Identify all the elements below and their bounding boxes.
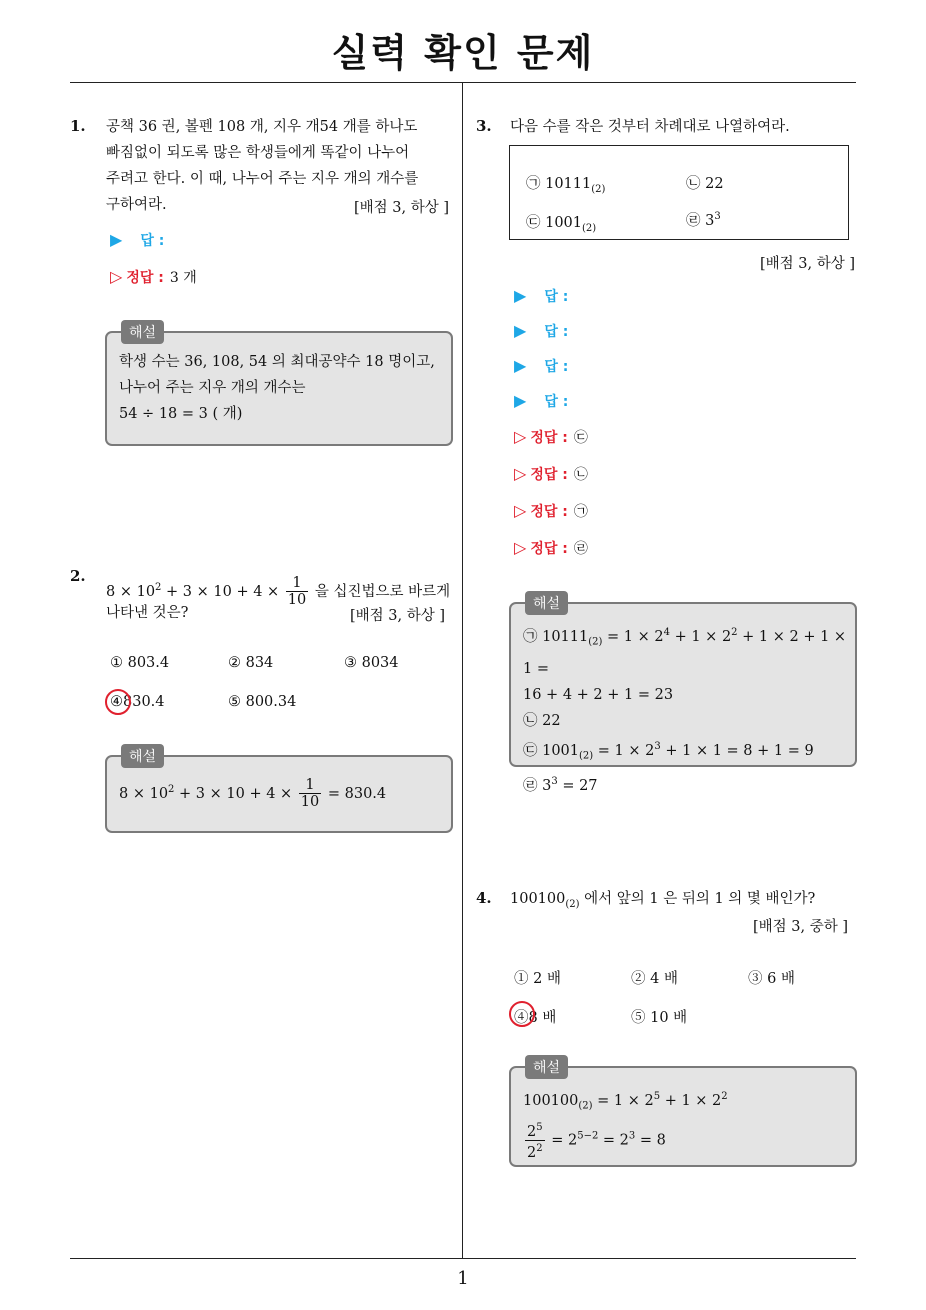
- q2-line2: 나타낸 것은?: [106, 605, 189, 621]
- q2-explanation-body: $8 \times 10^2 + 3 \times 10 + 4$ × $\frac{1}{10}$ = 830.4: [119, 777, 387, 811]
- q3-number: 3.: [476, 117, 492, 135]
- q1-number: 1.: [70, 117, 86, 135]
- q3-correct-value: ㉠: [573, 504, 588, 520]
- q4-text-number: 100100: [510, 891, 566, 907]
- item-mark: ㉣: [686, 213, 701, 229]
- q4-text: $100100_{(2)}$ 에서 앞의 1 은 뒤의 1 의 몇 배인가?: [510, 891, 816, 910]
- q4-option-1[interactable]: [514, 967, 561, 988]
- option-text: 830.4: [123, 694, 165, 710]
- correct-label: 정답 :: [530, 541, 568, 557]
- expl-part: = 8: [635, 1132, 666, 1149]
- page-title: 실력 확인 문제: [331, 31, 595, 75]
- q2-text: $8 \times 10^2 + 3 \times 10 + 4$ × $\frac{1}{10}$ 을 십진법으로 바르게: [106, 575, 451, 609]
- triangle-outline-icon: ▷: [514, 427, 527, 446]
- q3-correct-row: [514, 501, 588, 521]
- q3-item-4: [686, 209, 721, 230]
- option-mark: ②: [631, 971, 646, 987]
- correct-label: 정답 :: [530, 430, 568, 446]
- q4-score: [배점 3, 중하 ]: [753, 919, 849, 935]
- expl-line: 16 + 4 + 2 + 1 = 23: [523, 686, 674, 703]
- explanation-tag: 해설: [121, 744, 164, 768]
- q1-correct-row: [110, 267, 197, 287]
- q2-option-2[interactable]: [228, 655, 273, 671]
- q4-option-2[interactable]: [631, 967, 678, 988]
- expl-line: ㉡ 22: [523, 712, 561, 729]
- q1-line: 구하여라.: [106, 197, 167, 213]
- q1-explanation-body: [119, 349, 435, 427]
- q4-text-rest: 에서 앞의 1 은 뒤의 1 의 몇 배인가?: [579, 891, 816, 907]
- answer-label: 답 :: [140, 233, 165, 249]
- option-text: 10 배: [650, 1010, 688, 1026]
- frac-numerator: 1: [299, 777, 321, 794]
- item-mark: ㉠: [526, 176, 541, 192]
- q3-answer-row: [514, 391, 568, 411]
- option-mark: ①: [110, 655, 123, 671]
- selected-answer-circle-icon: [105, 689, 131, 715]
- q2-fraction: [286, 575, 308, 608]
- explanation-tag: 해설: [525, 1055, 568, 1079]
- q3-correct-row: [514, 538, 588, 558]
- option-text: 800.34: [245, 694, 297, 710]
- expl-part: ㉣ 3: [523, 778, 552, 795]
- q3-item-1: [526, 172, 605, 195]
- q3-correct-value: ㉣: [573, 541, 588, 557]
- item-text: 10111: [545, 176, 592, 192]
- q2-score: [배점 3, 하상 ]: [350, 608, 446, 624]
- expl-line: ㉠ $10111_{(2)} = 1 \times 2^4 + 1 \times 2^2 + 1 \times 2 + 1 \times 1$ =: [523, 627, 847, 677]
- answer-label: 답 :: [544, 289, 569, 305]
- expl-part: ㉠ 10111: [523, 628, 589, 645]
- option-text: 6 배: [767, 971, 795, 987]
- q2-expr-mid: + 3 × 10 + 4 ×: [161, 583, 280, 600]
- q1-line: 빠짐없이 되도록 많은 학생들에게 똑같이 나누어: [106, 145, 410, 161]
- correct-label: 정답 :: [126, 270, 164, 286]
- option-mark: ①: [514, 971, 529, 987]
- q3-correct-row: [514, 427, 588, 447]
- frac-numerator: 1: [286, 575, 308, 592]
- answer-label: 답 :: [544, 394, 569, 410]
- q1-explanation: [105, 325, 453, 446]
- q3-explanation: [509, 596, 857, 795]
- q3-correct-row: [514, 464, 588, 484]
- q3-answer-row: [514, 321, 568, 341]
- expl-line: 나누어 주는 지우 개의 개수는: [119, 380, 306, 396]
- option-text: 8 배: [528, 1010, 557, 1026]
- option-text: 8034: [361, 655, 399, 671]
- q1-line: 공책 36 권, 볼펜 108 개, 지우 개54 개를 하나도: [106, 119, 418, 135]
- option-text: 4 배: [650, 971, 678, 987]
- item-sub: (2): [591, 183, 606, 195]
- option-text: 2 배: [533, 971, 561, 987]
- q3-answer-row: [514, 356, 568, 376]
- q4-explanation: [509, 1060, 857, 1167]
- column-divider: [462, 83, 463, 1259]
- triangle-icon: ▶: [514, 286, 527, 305]
- option-mark: ④: [110, 694, 123, 710]
- item-text: 3: [705, 213, 715, 229]
- triangle-icon: ▶: [514, 321, 527, 340]
- expl-fraction: [299, 777, 321, 810]
- q4-explanation-body: [523, 1084, 728, 1160]
- option-mark: ③: [748, 971, 763, 987]
- expl-part: + 1 × 1 = 8 + 1 = 9: [660, 742, 814, 759]
- selected-answer-circle-icon: [509, 1001, 535, 1027]
- q3-text: 다음 수를 작은 것부터 차례대로 나열하여라.: [510, 119, 790, 135]
- q3-correct-value: ㉡: [573, 467, 588, 483]
- expl-line: ㉢ $1001_{(2)} = 1 \times 2^3 + 1 \times 1 = 8 + 1 = 9$: [523, 740, 814, 762]
- option-mark: ⑤: [631, 1010, 646, 1026]
- frac-numerator: $2^5$: [527, 1121, 543, 1140]
- top-rule: [70, 82, 856, 83]
- explanation-tag: 해설: [525, 591, 568, 615]
- option-mark: ④: [514, 1010, 529, 1026]
- q2-explanation: [105, 749, 453, 833]
- q2-option-1[interactable]: [110, 655, 169, 671]
- expl-part: = 27: [557, 778, 598, 795]
- q1-line: 주려고 한다. 이 때, 나누어 주는 지우 개의 개수를: [106, 171, 419, 187]
- q2-text-after: 을 십진법으로 바르게: [314, 583, 451, 600]
- answer-label: 답 :: [544, 359, 569, 375]
- q1-answer-row: [110, 230, 164, 250]
- q3-explanation-body: [523, 620, 855, 799]
- triangle-icon: ▶: [514, 391, 527, 410]
- expl-fraction: [525, 1120, 545, 1161]
- frac-denominator: $2^2$: [527, 1142, 543, 1161]
- frac-denominator: 10: [287, 592, 307, 609]
- expl-part: 100100: [523, 1092, 579, 1109]
- option-text: 803.4: [127, 655, 170, 671]
- expl-line: $100100_{(2)} = 1 \times 2^5 + 1 \times 2^2$: [523, 1091, 728, 1112]
- triangle-icon: ▶: [110, 230, 123, 249]
- expl-part: = 2: [598, 1132, 629, 1149]
- explanation-tag: 해설: [121, 320, 164, 344]
- triangle-outline-icon: ▷: [110, 267, 123, 286]
- expl-line: ㉣ $3^3 = 27$: [523, 776, 598, 795]
- expl-part: = 1 × 2: [592, 1092, 654, 1109]
- page-number: 1: [457, 1268, 469, 1289]
- expl-result: = 830.4: [327, 785, 387, 802]
- item-sup: 3: [714, 211, 721, 223]
- expl-part: ㉢ 1001: [523, 742, 580, 759]
- expl-part: + 1 × 2 + 1 × 1 =: [523, 628, 847, 677]
- triangle-outline-icon: ▷: [514, 464, 527, 483]
- q2-number: 2.: [70, 567, 86, 585]
- expl-expr: 8 × 10: [119, 785, 169, 802]
- option-text: 834: [245, 655, 274, 671]
- item-mark: ㉡: [686, 176, 701, 192]
- q1-score: [배점 3, 하상 ]: [354, 200, 450, 216]
- expl-part: = 2: [551, 1132, 578, 1149]
- q4-option-3[interactable]: [748, 967, 795, 988]
- expl-line: 학생 수는 36, 108, 54 의 최대공약수 18 명이고,: [119, 354, 435, 370]
- triangle-outline-icon: ▷: [514, 501, 527, 520]
- q3-item-2: [686, 172, 724, 193]
- correct-label: 정답 :: [530, 467, 568, 483]
- expl-line: $\frac{2^5}{2^2}$ = $2^{5-2} = 2^3 = 8$: [527, 1121, 666, 1161]
- option-mark: ②: [228, 655, 241, 671]
- q3-answer-row: [514, 286, 568, 306]
- option-mark: ③: [344, 655, 357, 671]
- q2-option-3[interactable]: [344, 655, 399, 671]
- frac-denominator: 10: [300, 794, 320, 811]
- correct-label: 정답 :: [530, 504, 568, 520]
- answer-label: 답 :: [544, 324, 569, 340]
- q3-correct-value: ㉢: [573, 430, 588, 446]
- q3-item-3: [526, 211, 596, 234]
- expl-part: + 1 × 2: [669, 628, 732, 645]
- expl-part: + 1 × 2: [660, 1092, 722, 1109]
- q1-correct-value: 3 개: [169, 270, 197, 286]
- expl-part: = 1 × 2: [602, 628, 664, 645]
- expl-part: = 1 × 2: [593, 742, 655, 759]
- item-mark: ㉢: [526, 215, 541, 231]
- triangle-icon: ▶: [514, 356, 527, 375]
- item-text: 22: [705, 176, 724, 192]
- item-sub: (2): [582, 222, 597, 234]
- bottom-rule: [70, 1258, 856, 1259]
- option-mark: ⑤: [228, 694, 241, 710]
- expl-expr-mid: + 3 × 10 + 4 ×: [174, 785, 293, 802]
- q4-number: 4.: [476, 889, 492, 907]
- q2-option-5[interactable]: [228, 694, 296, 710]
- q3-score: [배점 3, 하상 ]: [760, 256, 856, 272]
- expl-line: 54 ÷ 18 = 3 ( 개): [119, 406, 243, 422]
- item-text: 1001: [545, 215, 583, 231]
- q2-expr: 8 × 10: [106, 583, 156, 600]
- q4-option-5[interactable]: [631, 1006, 687, 1027]
- triangle-outline-icon: ▷: [514, 538, 527, 557]
